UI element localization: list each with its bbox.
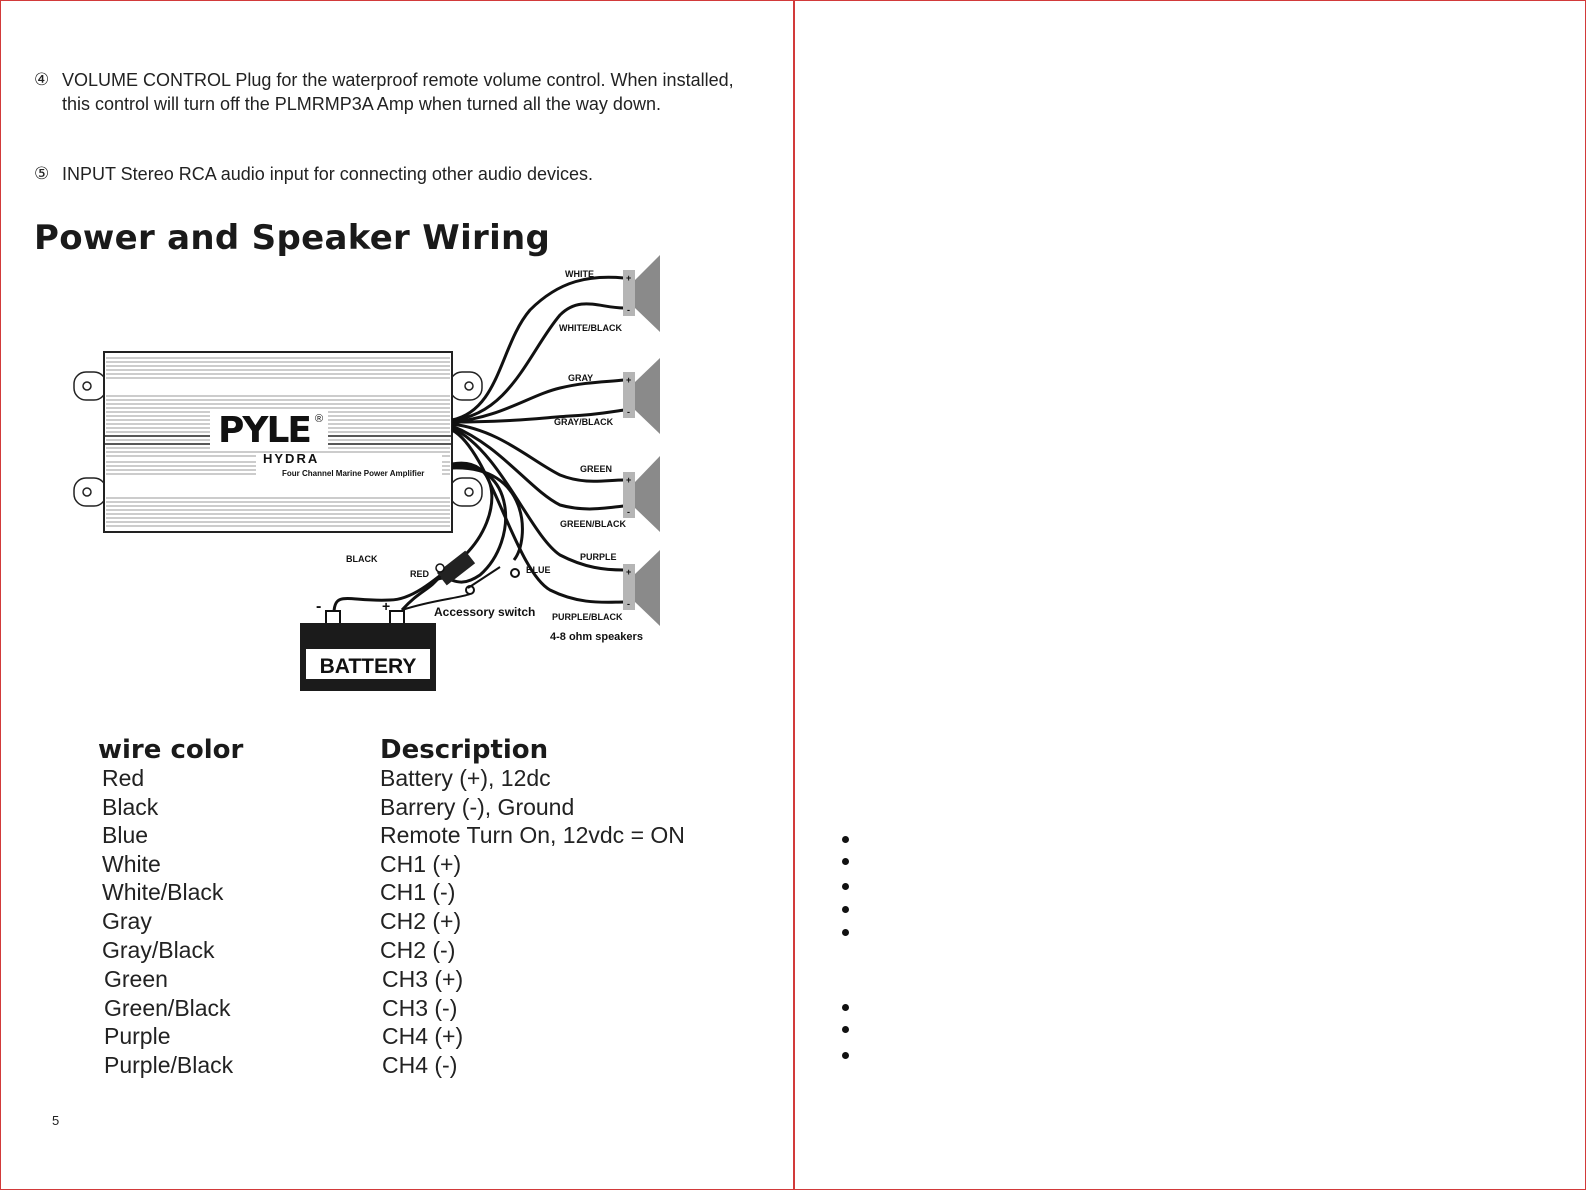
amp-subtitle: Four Channel Marine Power Amplifier (282, 469, 425, 478)
description-cell: CH4 (+) (382, 1023, 464, 1050)
wiring-diagram (60, 250, 680, 700)
bullet-icon (842, 1052, 849, 1059)
label-blue: BLUE (526, 565, 551, 575)
label-green-black: GREEN/BLACK (560, 519, 627, 529)
wire-color-cell: Gray/Black (102, 936, 215, 963)
svg-text:+: + (626, 273, 632, 283)
label-black: BLACK (346, 554, 378, 564)
label-red: RED (410, 569, 430, 579)
model-name: HYDRA (263, 451, 320, 466)
svg-text:+: + (626, 375, 632, 385)
label-white: WHITE (565, 269, 594, 279)
battery (300, 598, 436, 691)
speaker-1 (623, 255, 660, 332)
description-header: Description (380, 735, 549, 765)
speakers (623, 255, 660, 626)
speaker-3 (623, 456, 660, 532)
description-cell: Battery (+), 12dc (380, 765, 551, 791)
description-cell: CH4 (-) (382, 1051, 458, 1078)
wire-color-column (102, 764, 233, 1080)
bullet-icon (842, 906, 849, 913)
bullet-icon (842, 858, 849, 865)
item-volume-control (34, 68, 754, 116)
wire-color-cell: White/Black (102, 879, 224, 906)
amplifier (104, 352, 452, 532)
item-text: INPUT Stereo RCA audio input for connecting other audio devices. (62, 164, 593, 184)
item-text: VOLUME CONTROL Plug for the waterproof remote volume control. When installed, this control will turn off the PLMRMP3A Amp when turned all the way down. (62, 70, 734, 114)
item-number: ④ (34, 70, 50, 89)
description-cell: CH1 (-) (380, 879, 456, 906)
bullet-icon (842, 1026, 849, 1033)
brand-logo: PYLE (218, 410, 310, 451)
item-number: ⑤ (34, 164, 50, 183)
speaker-2 (623, 358, 660, 434)
bullet-icon (842, 1004, 849, 1011)
bullet-icon (842, 836, 849, 843)
speaker-4 (623, 550, 660, 626)
label-white-black: WHITE/BLACK (559, 323, 622, 333)
svg-text:-: - (627, 507, 630, 517)
speakers-note: 4-8 ohm speakers (550, 631, 643, 643)
description-cell: Barrery (-), Ground (380, 793, 575, 820)
label-purple: PURPLE (580, 552, 617, 562)
svg-text:+: + (626, 567, 632, 577)
accessory-switch-label: Accessory switch (434, 605, 536, 619)
registered-mark: ® (315, 413, 324, 425)
description-cell: Remote Turn On, 12vdc = ON (380, 822, 685, 849)
description-cell: CH3 (-) (382, 994, 458, 1021)
bullet-icon (842, 883, 849, 890)
battery-minus: - (316, 598, 322, 615)
wire-color-cell: Red (102, 765, 145, 791)
svg-text:-: - (627, 305, 630, 315)
label-purple-black: PURPLE/BLACK (552, 612, 623, 622)
wire-color-cell: Green (104, 966, 168, 993)
description-column (380, 764, 685, 1080)
page-number: 5 (52, 1113, 60, 1128)
description-cell: CH1 (+) (380, 850, 462, 877)
wire-color-cell: Purple (104, 1023, 171, 1050)
description-cell: CH2 (-) (380, 936, 456, 963)
wire-color-cell: Green/Black (104, 994, 231, 1021)
wire-color-cell: White (102, 850, 161, 877)
description-cell: CH2 (+) (380, 907, 462, 934)
item-input (34, 162, 754, 186)
label-gray: GRAY (568, 373, 594, 383)
svg-text:-: - (627, 407, 630, 417)
wire-color-cell: Blue (102, 822, 149, 849)
svg-text:+: + (626, 475, 632, 485)
label-green: GREEN (580, 464, 613, 474)
terminal-signs (626, 273, 631, 609)
wire-color-cell: Purple/Black (104, 1051, 234, 1078)
label-gray-black: GRAY/BLACK (554, 417, 614, 427)
right-page (794, 0, 1586, 1190)
section-title: Power and Speaker Wiring (34, 218, 551, 258)
wire-color-header: wire color (98, 735, 244, 765)
wire-color-cell: Black (102, 793, 159, 820)
svg-text:-: - (627, 599, 630, 609)
description-cell: CH3 (+) (382, 966, 464, 993)
bullet-icon (842, 929, 849, 936)
battery-plus: + (382, 598, 391, 614)
battery-label: BATTERY (319, 655, 417, 678)
wire-color-cell: Gray (102, 907, 152, 934)
